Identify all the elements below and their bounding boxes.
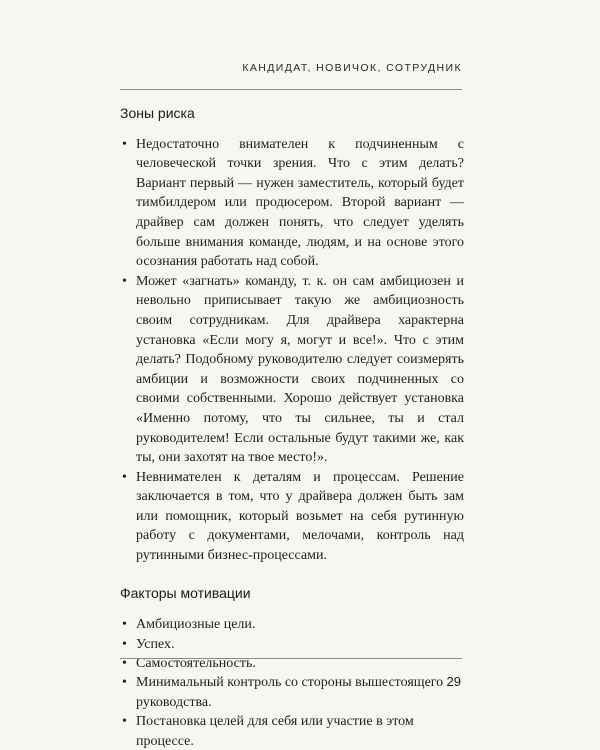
bullet-icon: •	[122, 273, 127, 289]
page-number: 29	[446, 674, 461, 689]
risk-item-text: Невнимателен к деталям и процессам. Решение заключается в том, что у драйвера должен быть зам или помощник, который возьмет на себя рутинную работу с документами, мелочами, контроль над рутинными бизнес-процессами.	[136, 469, 464, 564]
risk-item	[120, 468, 464, 566]
page-content	[120, 104, 464, 750]
motivation-item-text: Минимальный контроль со стороны вышестоящего руководства.	[136, 675, 444, 710]
motivation-item-text: Успех.	[136, 636, 175, 652]
bullet-icon: •	[122, 636, 127, 652]
risk-zones-list	[120, 135, 464, 566]
motivation-factors-list	[120, 615, 464, 750]
risk-zones-heading: Зоны риска	[120, 105, 195, 121]
bullet-icon: •	[122, 136, 127, 152]
bullet-icon: •	[122, 469, 127, 485]
motivation-item	[120, 615, 464, 634]
top-rule	[120, 89, 462, 90]
bullet-icon: •	[122, 617, 127, 633]
motivation-item-text: Постановка целей для себя или участие в этом процессе.	[136, 714, 414, 749]
risk-item-text: Может «загнать» команду, т. к. он сам амбициозен и невольно приписывает такую же амбициозность своим сотрудникам. Для драйвера характерна установка «Если могу я, могут и все!». Что с этим делать? Подобному руководителю следует соизмерять амбиции и возможности своих подчиненных со своими собственными. Хорошо действует установка «Именно потому, что ты сильнее, ты и стал руководителем! Если остальные будут такими же, как ты, они захотят на твое место!».	[136, 273, 464, 466]
risk-item-text: Недостаточно внимателен к подчиненным с человеческой точки зрения. Что с этим делать? Вариант первый — нужен заместитель, который будет тимбилдером или продюсером. Второй вариант — драйвер сам должен понять, что следует уделять больше внимания команде, людям, и на основе этого осознания работать над собой.	[136, 136, 464, 270]
motivation-item	[120, 673, 464, 712]
motivation-item	[120, 654, 464, 673]
bullet-icon: •	[122, 714, 127, 730]
risk-item	[120, 135, 464, 272]
motivation-item	[120, 712, 464, 750]
running-head: КАНДИДАТ, НОВИЧОК, СОТРУДНИК	[242, 62, 462, 74]
bottom-rule	[120, 658, 462, 659]
motivation-factors-heading: Факторы мотивации	[120, 584, 251, 601]
bullet-icon: •	[122, 656, 127, 672]
risk-item	[120, 272, 464, 468]
motivation-item-text: Амбициозные цели.	[136, 617, 256, 633]
motivation-item-text: Самостоятельность.	[136, 656, 256, 672]
bullet-icon: •	[122, 675, 127, 691]
motivation-item	[120, 635, 464, 654]
